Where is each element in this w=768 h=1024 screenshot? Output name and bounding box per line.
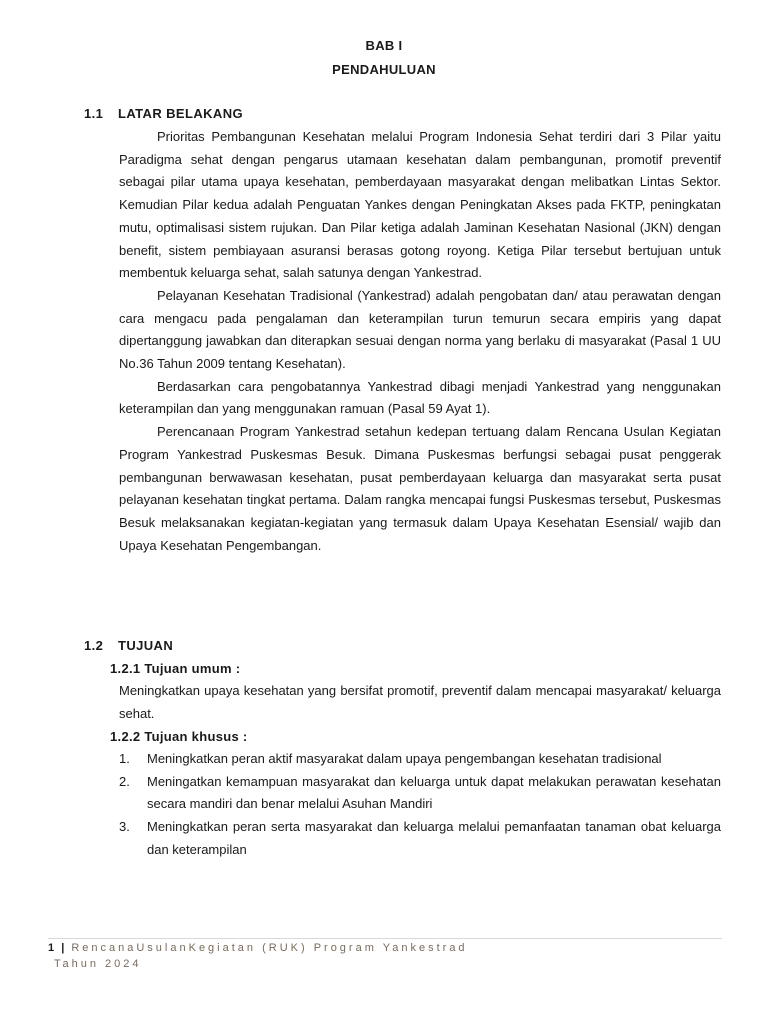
- page-footer: [48, 940, 468, 972]
- subsection-heading-tujuan-khusus: 1.2.2 Tujuan khusus :: [110, 729, 248, 744]
- list-marker: 1.: [119, 751, 130, 766]
- subsection-heading-tujuan-umum: 1.2.1 Tujuan umum :: [110, 661, 241, 676]
- chapter-number: BAB I: [365, 38, 403, 53]
- tujuan-umum-text: Meningkatkan upaya kesehatan yang bersifat promotif, preventif dalam mencapai masyarakat/ keluarga sehat.: [119, 683, 721, 721]
- footer-divider: [48, 938, 722, 939]
- list-item-text: Meningatkan kemampuan masyarakat dan keluarga untuk dapat melakukan perawatan kesehatan secara mandiri dan benar melalui Asuhan Mandiri: [147, 773, 721, 812]
- page-number: 1: [48, 942, 56, 954]
- chapter-title: PENDAHULUAN: [332, 62, 436, 77]
- section-heading-tujuan: [84, 638, 173, 653]
- section-title: TUJUAN: [118, 638, 174, 653]
- footer-title: RencanaUsulanKegiatan (RUK) Program Yankestrad: [71, 942, 468, 954]
- list-marker: 2.: [119, 773, 130, 789]
- list-item-text: Meningkatkan peran aktif masyarakat dalam upaya pengembangan kesehatan tradisional: [147, 751, 662, 766]
- list-item: [119, 771, 721, 816]
- latar-belakang-body: [119, 126, 721, 557]
- footer-separator: |: [61, 942, 66, 954]
- paragraph: Perencanaan Program Yankestrad setahun kedepan tertuang dalam Rencana Usulan Kegiatan Program Yankestrad Puskesmas Besuk. Dimana Puskesmas berfungsi sebagai pusat penggerak pembangunan berwawasan kesehatan, pusat pemberdayaan keluarga dan masyarakat serta pusat pelayanan kesehatan tingkat pertama. Dalam rangka mencapai fungsi Puskesmas tersebut, Puskesmas Besuk melaksanakan kegiatan-kegiatan yang termasuk dalam Upaya Kesehatan Esensial/ wajib dan Upaya Kesehatan Pengembangan.: [119, 424, 721, 553]
- list-item-text: Meningkatkan peran serta masyarakat dan keluarga melalui pemanfaatan tanaman obat keluarga dan keterampilan: [147, 819, 721, 857]
- paragraph: Prioritas Pembangunan Kesehatan melalui Program Indonesia Sehat terdiri dari 3 Pilar yaitu Paradigma sehat dengan pengarus utamaan kesehatan dalam pembangunan, promotif preventif sebagai pilar utama upaya kesehatan, pemberdayaan masyarakat dengan melibatkan Lintas Sektor. Kemudian Pilar kedua adalah Penguatan Yankes dengan Peningkatan Akses pada FKTP, peningkatan mutu, optimalisasi sistem rujukan. Dan Pilar ketiga adalah Jaminan Kesehatan Nasional (JKN) dengan benefit, sistem pembiayaan asuransi berasas gotong royong. Ketiga Pilar tersebut bertujuan untuk membentuk keluarga sehat, salah satunya dengan Yankestrad.: [119, 129, 721, 281]
- section-heading-latar-belakang: [84, 106, 243, 121]
- list-marker: 3.: [119, 819, 130, 835]
- list-item: [119, 816, 721, 861]
- list-item: [119, 748, 721, 771]
- section-number: 1.1: [84, 106, 104, 121]
- section-number: 1.2: [84, 638, 104, 653]
- paragraph: Pelayanan Kesehatan Tradisional (Yankestrad) adalah pengobatan dan/ atau perawatan dengan cara mengacu pada pengalaman dan keterampilan turun temurun secara empiris yang dapat dipertanggung jawabkan dan diterapkan sesuai dengan norma yang berlaku di masyarakat (Pasal 1 UU No.36 Tahun 2009 tentang Kesehatan).: [119, 287, 721, 372]
- tujuan-khusus-list: [119, 748, 721, 862]
- footer-year: Tahun 2024: [54, 958, 142, 970]
- section-title: LATAR BELAKANG: [118, 106, 243, 121]
- paragraph: Berdasarkan cara pengobatannya Yankestrad dibagi menjadi Yankestrad yang nenggunakan keterampilan dan yang menggunakan ramuan (Pasal 59 Ayat 1).: [119, 378, 721, 417]
